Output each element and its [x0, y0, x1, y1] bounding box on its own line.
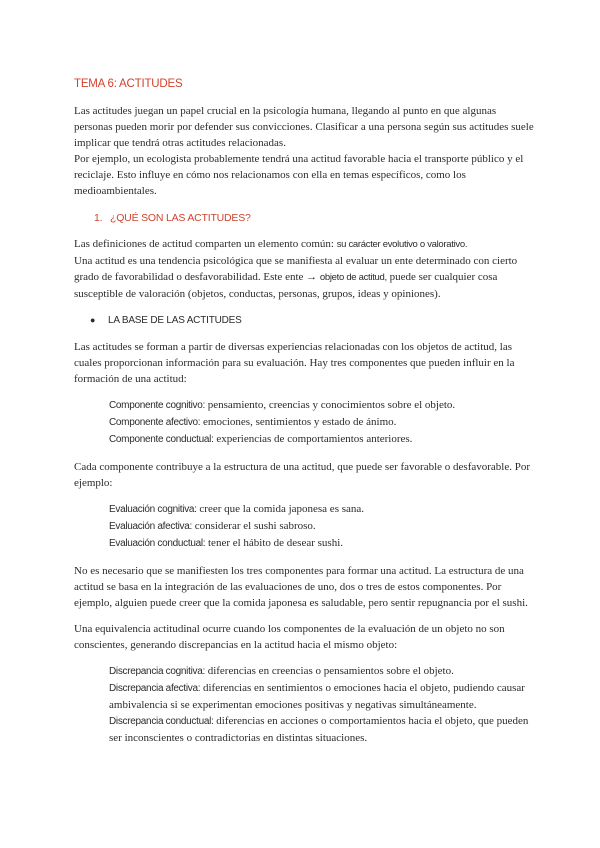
intro-paragraph-1: Las actitudes juegan un papel crucial en la psicología humana, llegando al punto en que algunas personas pueden morir por defender sus convicciones. Clasificar a una persona según sus actitudes suele implicar que tendrá otras actitudes relacionadas.	[74, 105, 534, 149]
evaluation-text: creer que la comida japonesa es sana.	[199, 503, 365, 515]
base-paragraph-4: Una equivalencia actitudinal ocurre cuando los componentes de la evaluación de un objeto no son conscientes, generando discrepancias en la actitud hacia el mismo objeto:	[74, 623, 505, 651]
section-1-body	[74, 236, 536, 302]
definition-paragraph	[74, 236, 536, 253]
base-paragraph-2: Cada componente contribuye a la estructura de una actitud, que puede ser favorable o desfavorable. Por ejemplo:	[74, 461, 531, 489]
discrepancy-term: Discrepancia conductual:	[109, 716, 214, 727]
evaluations-list	[109, 501, 536, 552]
list-item	[109, 414, 536, 431]
discrepancy-text: diferencias en sentimientos o emociones hacia el objeto, pudiendo causar ambivalencia si se experimentan emociones positivas y negativas simultáneamente.	[109, 682, 525, 711]
discrepancy-text: diferencias en acciones o comportamientos hacia el objeto, que pueden ser inconscientes o contradictorias en distintas situaciones.	[109, 715, 529, 744]
attitude-text-a: Una actitud es una tendencia psicológica que se manifiesta al evaluar un ente determinado con cierto grado de favorabilidad o desfavorabilidad. Este ente →	[74, 255, 518, 283]
evaluation-term: Evaluación cognitiva:	[109, 504, 197, 515]
discrepancy-term: Discrepancia cognitiva:	[109, 666, 205, 677]
bullet-icon: ●	[90, 315, 96, 325]
component-term: Componente cognitivo:	[109, 400, 205, 411]
list-item	[109, 680, 536, 713]
section-1-number: 1.	[94, 212, 103, 224]
attitude-paragraph	[74, 253, 536, 302]
component-term: Componente afectivo:	[109, 417, 201, 428]
base-paragraph-1: Las actitudes se forman a partir de diversas experiencias relacionadas con los objetos de actitud, las cuales proporcionan información para su evaluación. Hay tres componentes que pueden influir en la formación de una actitud:	[74, 341, 515, 385]
list-item	[109, 397, 536, 414]
base-paragraph-3: No es necesario que se manifiesten los tres componentes para formar una actitud. La estructura de una actitud se basa en la integración de las evaluaciones de uno, dos o tres de estos componentes. Por ejemplo, alguien puede creer que la comida japonesa es saludable, pero sentir repugnancia por el sushi.	[74, 565, 528, 609]
component-text: experiencias de comportamientos anteriores.	[216, 433, 413, 445]
section-1-heading	[94, 210, 536, 226]
base-heading-text: LA BASE DE LAS ACTITUDES	[108, 315, 242, 326]
list-item	[109, 713, 536, 746]
component-text: emociones, sentimientos y estado de ánimo.	[203, 416, 397, 428]
evaluation-term: Evaluación conductual:	[109, 538, 206, 549]
components-list	[109, 397, 536, 448]
attitude-object-term: objeto de actitud,	[319, 272, 387, 283]
component-term: Componente conductual:	[109, 434, 214, 445]
intro-paragraph-2: Por ejemplo, un ecologista probablemente tendrá una actitud favorable hacia el transporte público y el reciclaje. Esto influye en cómo nos relacionamos con ella en temas específicos, como los medioambientales.	[74, 153, 524, 197]
base-heading	[90, 312, 536, 329]
discrepancy-text: diferencias en creencias o pensamientos sobre el objeto.	[207, 665, 454, 677]
list-item	[109, 518, 536, 535]
discrepancy-term: Discrepancia afectiva:	[109, 683, 201, 694]
discrepancies-list	[109, 663, 536, 746]
intro-section	[74, 103, 536, 199]
component-text: pensamiento, creencias y conocimientos sobre el objeto.	[207, 399, 456, 411]
list-item	[109, 431, 536, 448]
list-item	[109, 663, 536, 680]
definition-term: su carácter evolutivo o valorativo.	[336, 239, 468, 250]
definition-text: Las definiciones de actitud comparten un elemento común:	[74, 238, 334, 250]
evaluation-text: tener el hábito de desear sushi.	[208, 537, 344, 549]
list-item	[109, 501, 536, 518]
section-1-title: ¿QUÉ SON LAS ACTITUDES?	[110, 212, 251, 224]
list-item	[109, 535, 536, 552]
page-title: TEMA 6: ACTITUDES	[74, 78, 183, 90]
attitude-text-b: puede ser cualquier cosa susceptible de valoración (objetos, conductas, personas, grupos, ideas y opiniones).	[74, 271, 498, 300]
evaluation-term: Evaluación afectiva:	[109, 521, 192, 532]
evaluation-text: considerar el sushi sabroso.	[194, 520, 316, 532]
